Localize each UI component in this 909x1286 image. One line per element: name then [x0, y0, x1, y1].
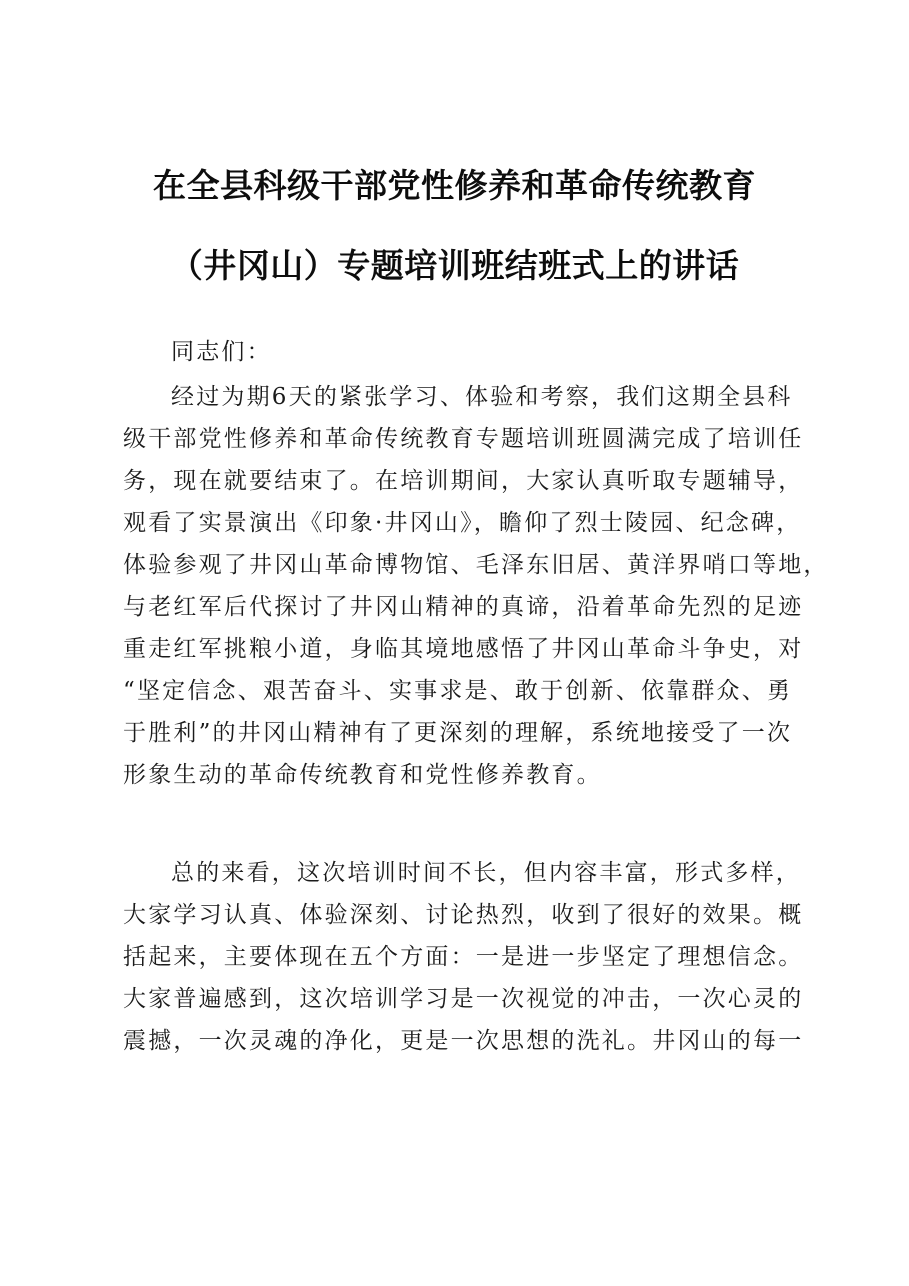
salutation: 同志们：: [171, 339, 272, 365]
paragraph-2-line: 震撼，一次灵魂的净化，更是一次思想的洗礼。井冈山的每一: [123, 1028, 804, 1054]
paragraph-1-line: “坚定信念、艰苦奋斗、实事求是、敢于创新、依靠群众、勇: [123, 678, 793, 704]
paragraph-1-line: 观看了实景演出《印象·井冈山》，瞻仰了烈士陵园、纪念碑，: [123, 510, 802, 536]
paragraph-1: [123, 377, 829, 797]
paragraph-1-line: 重走红军挑粮小道，身临其境地感悟了井冈山革命斗争史，对: [123, 636, 804, 662]
paragraph-1-line: 形象生动的革命传统教育和党性修养教育。: [123, 762, 602, 788]
paragraph-1-line: 级干部党性修养和革命传统教育专题培训班圆满完成了培训任: [123, 426, 804, 452]
paragraph-2-line: 大家普遍感到，这次培训学习是一次视觉的冲击，一次心灵的: [123, 986, 804, 1012]
paragraph-1-line: 于胜利”的井冈山精神有了更深刻的理解，系统地接受了一次: [123, 720, 793, 746]
paragraph-2: [123, 853, 804, 1063]
paragraph-1-line: 务，现在就要结束了。在培训期间，大家认真听取专题辅导，: [123, 468, 804, 494]
paragraph-2-line: 大家学习认真、体验深刻、讨论热烈，收到了很好的效果。概: [123, 902, 804, 928]
document-title-line-2: （井冈山）专题培训班结班式上的讲话: [169, 246, 740, 285]
document-title-line-1: 在全县科级干部党性修养和革命传统教育: [153, 166, 756, 205]
paragraph-2-line: 括起来，主要体现在五个方面：一是进一步坚定了理想信念。: [123, 944, 804, 970]
paragraph-1-line: 体验参观了井冈山革命博物馆、毛泽东旧居、黄洋界哨口等地，: [123, 552, 829, 578]
paragraph-1-line: 经过为期6天的紧张学习、体验和考察，我们这期全县科: [171, 384, 793, 410]
paragraph-1-line: 与老红军后代探讨了井冈山精神的真谛，沿着革命先烈的足迹: [123, 594, 804, 620]
paragraph-2-line: 总的来看，这次培训时间不长，但内容丰富，形式多样，: [171, 860, 801, 886]
